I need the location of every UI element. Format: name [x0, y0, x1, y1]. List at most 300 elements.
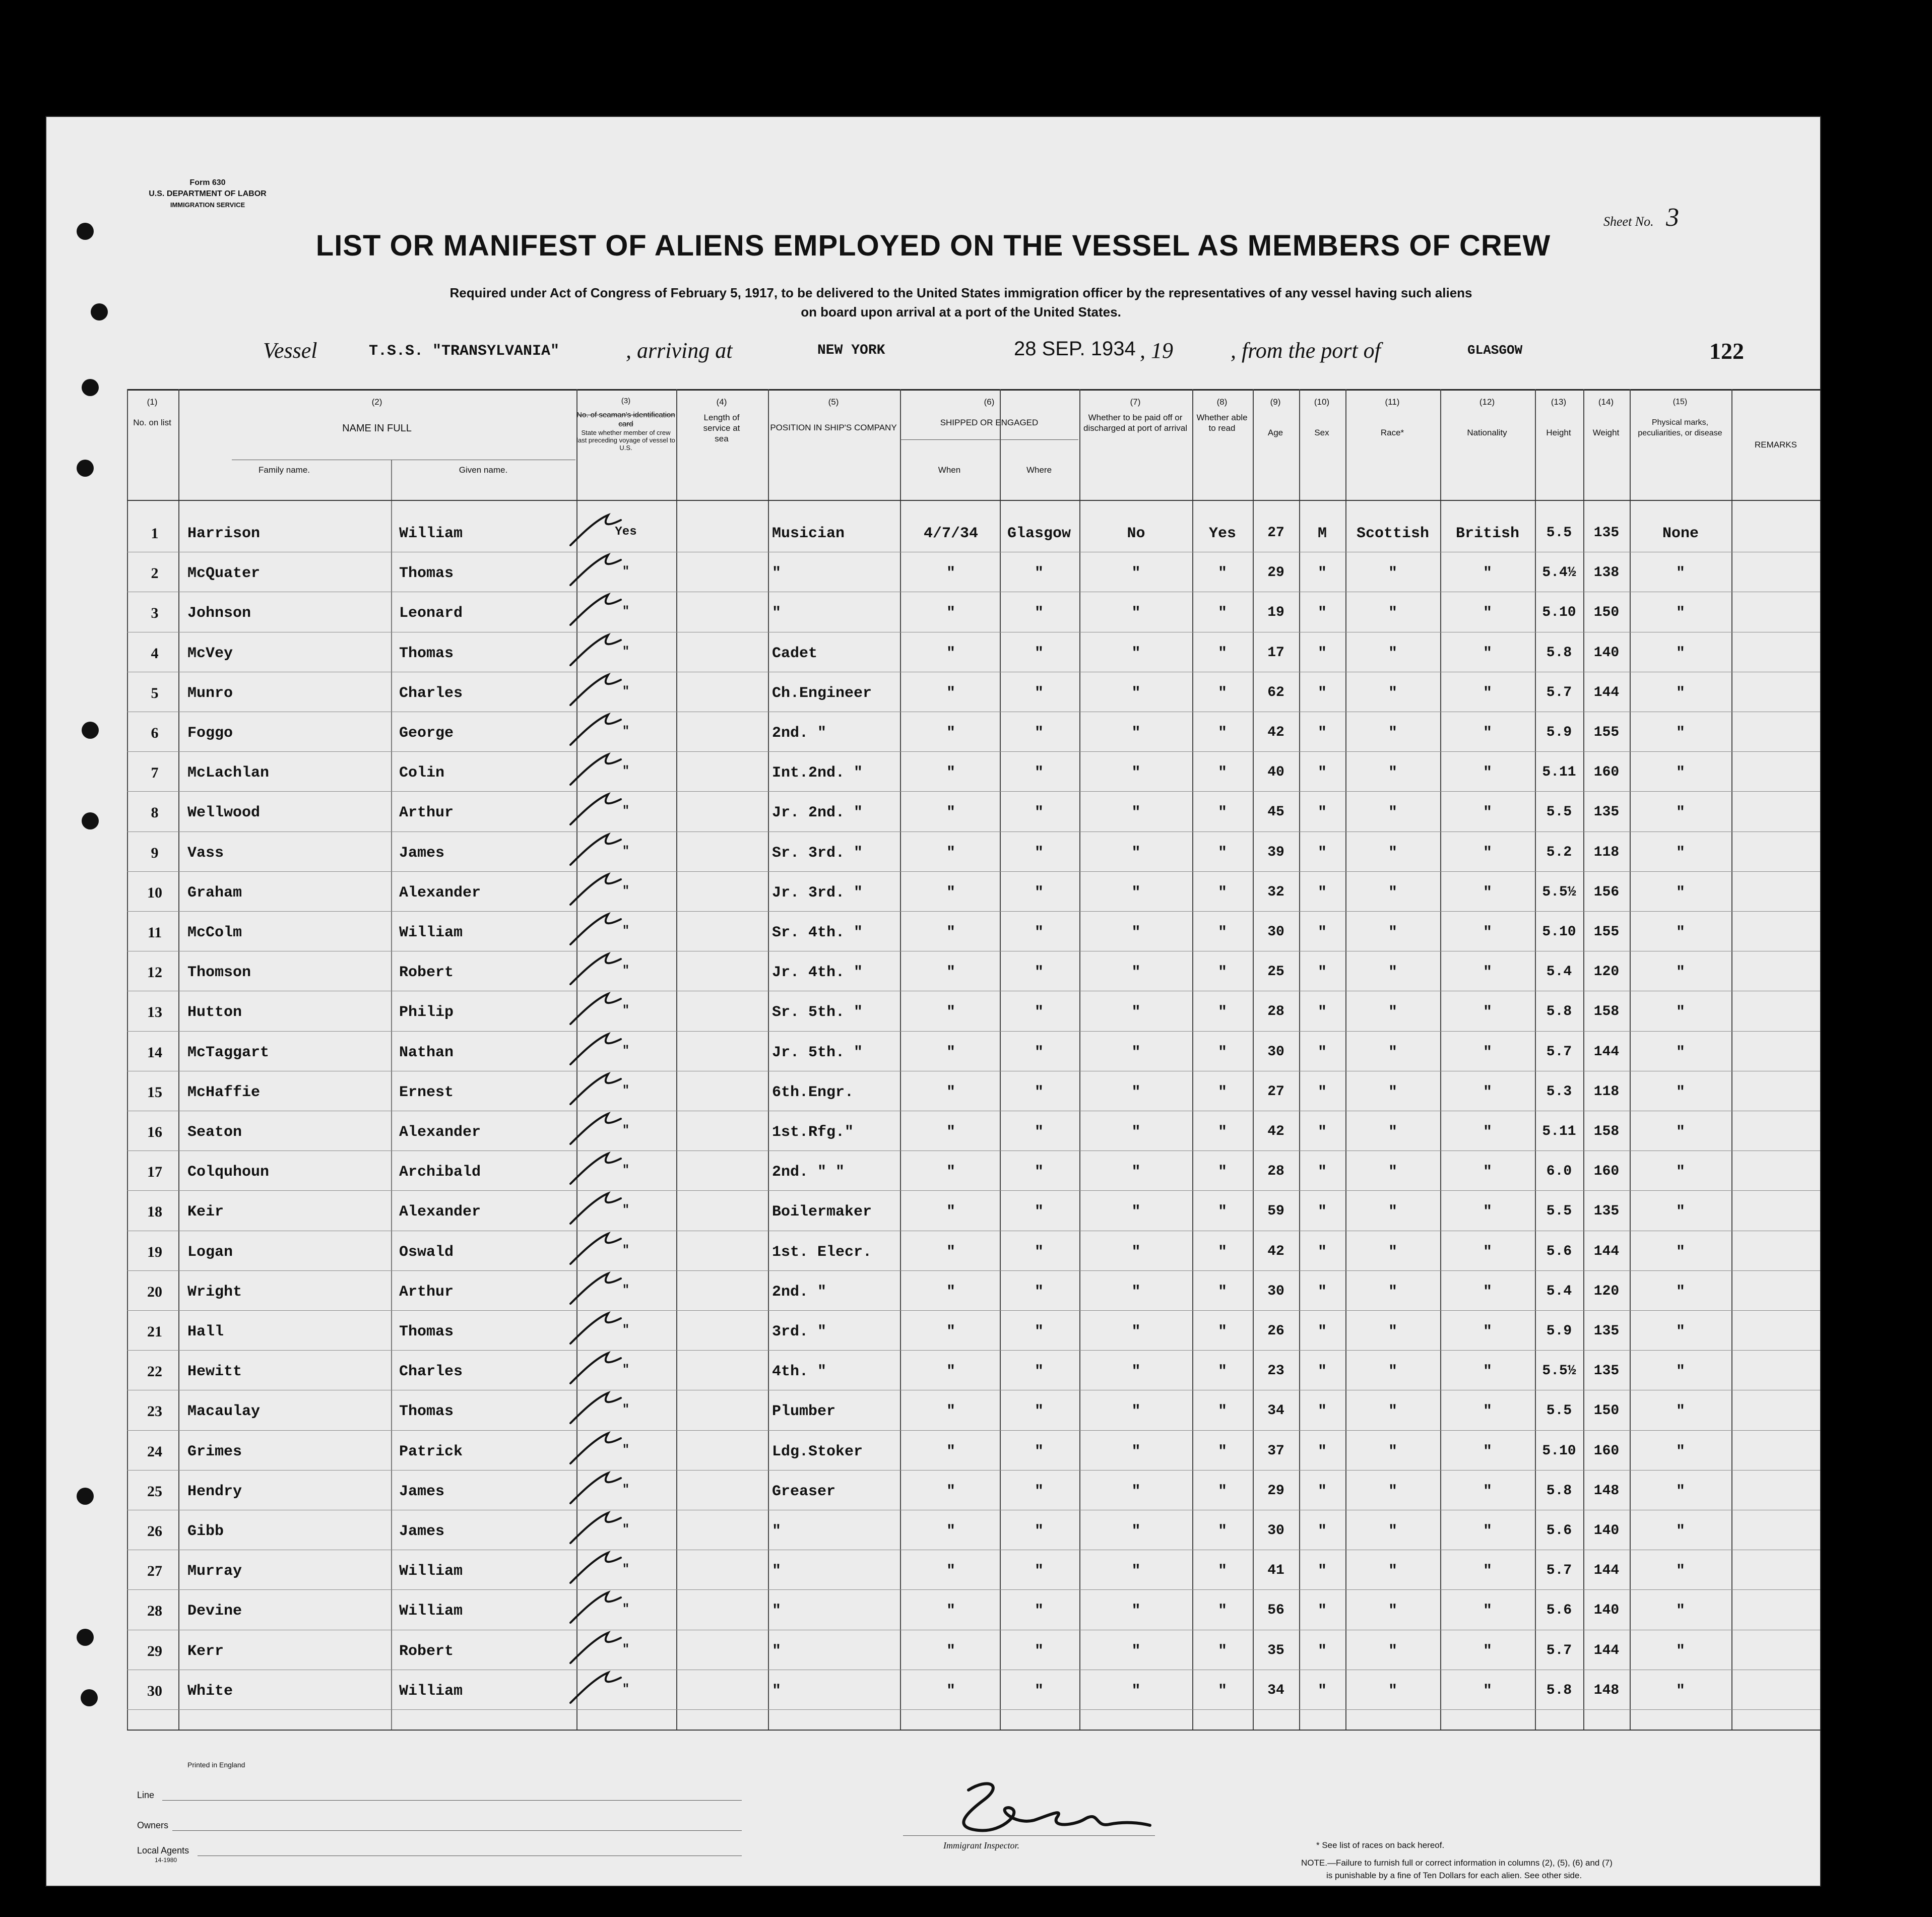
family-name-cell: Gibb	[187, 1523, 224, 1540]
physical-marks-cell: "	[1676, 844, 1685, 862]
column-divider	[1000, 439, 1001, 1730]
vessel-label: Vessel	[263, 338, 317, 363]
prior-voyage-cell: "	[622, 1603, 630, 1617]
family-name-cell: McLachlan	[187, 764, 270, 782]
paid-off-cell: "	[1131, 1682, 1141, 1700]
physical-marks-cell: "	[1676, 1083, 1685, 1101]
height-cell: 5.5	[1546, 1203, 1572, 1220]
nationality-cell: "	[1483, 1323, 1492, 1340]
sex-cell: "	[1317, 1523, 1327, 1540]
check-mark	[560, 1423, 671, 1468]
height-cell: 5.7	[1546, 1044, 1572, 1060]
paid-off-cell: "	[1131, 1243, 1141, 1261]
col10-num: (10)	[1314, 397, 1330, 407]
given-name-cell: William	[399, 1563, 463, 1580]
position-cell: 3rd. "	[772, 1323, 827, 1340]
able-to-read-cell: "	[1217, 1483, 1227, 1500]
age-cell: 25	[1267, 964, 1284, 980]
col4-num: (4)	[716, 397, 727, 407]
given-name-cell: Charles	[399, 684, 463, 702]
height-cell: 5.7	[1546, 1563, 1572, 1579]
given-name-cell: Oswald	[399, 1243, 454, 1261]
age-cell: 26	[1267, 1323, 1284, 1339]
prior-voyage-cell: "	[622, 645, 630, 659]
family-name-cell: Keir	[187, 1203, 224, 1221]
age-cell: 59	[1267, 1203, 1284, 1220]
check-mark	[560, 984, 671, 1029]
from-label: , from the port of	[1231, 338, 1381, 363]
paid-off-cell: "	[1131, 884, 1141, 902]
physical-marks-cell: "	[1676, 884, 1685, 902]
col3-num: (3)	[621, 397, 631, 405]
given-name-cell: William	[399, 1603, 463, 1620]
paid-off-cell: "	[1131, 1642, 1141, 1660]
shipped-where-cell: "	[1034, 1443, 1044, 1460]
prior-voyage-cell: "	[622, 684, 630, 698]
row-number: 5	[151, 684, 159, 701]
sheet-label: Sheet No.	[1603, 214, 1654, 229]
family-name-cell: Graham	[187, 884, 242, 902]
check-mark	[560, 1582, 671, 1628]
prior-voyage-cell: "	[622, 964, 630, 978]
given-name-cell: Robert	[399, 1642, 454, 1660]
paid-off-cell: "	[1131, 764, 1141, 782]
age-cell: 42	[1267, 725, 1284, 740]
able-to-read-cell: "	[1217, 764, 1227, 782]
weight-cell: 140	[1593, 645, 1620, 661]
column-divider	[391, 460, 392, 1730]
sheet-number: 3	[1666, 203, 1680, 232]
family-name-cell: Logan	[187, 1243, 233, 1261]
shipped-when-cell: "	[946, 924, 955, 941]
given-name-cell: Alexander	[399, 884, 481, 902]
shipped-when-cell: "	[946, 804, 955, 822]
shipped-when-cell: "	[946, 1044, 955, 1061]
height-cell: 5.4	[1546, 964, 1572, 980]
given-name-cell: Ernest	[399, 1083, 454, 1101]
physical-marks-cell: "	[1676, 1483, 1685, 1500]
able-to-read-cell: "	[1217, 964, 1227, 982]
sex-cell: "	[1317, 1483, 1327, 1500]
sex-cell: "	[1317, 1044, 1327, 1061]
punch-hole	[91, 303, 108, 321]
col8-num: (8)	[1216, 397, 1228, 407]
height-cell: 5.4	[1546, 1283, 1572, 1299]
punch-hole	[77, 1488, 94, 1505]
fine-note-1: NOTE.—Failure to furnish full or correct information in columns (2), (5), (6) and (7)	[1301, 1858, 1613, 1868]
paid-off-cell: "	[1131, 1164, 1141, 1181]
shipped-where-cell: "	[1034, 964, 1044, 982]
given-name-cell: James	[399, 844, 445, 862]
age-cell: 28	[1267, 1164, 1284, 1180]
shipped-when-cell: "	[946, 684, 955, 702]
physical-marks-cell: "	[1676, 725, 1685, 742]
col-marks-header	[1630, 397, 1730, 438]
shipped-where-cell: "	[1034, 1243, 1044, 1261]
nationality-cell: "	[1483, 725, 1492, 742]
nationality-cell: "	[1483, 964, 1492, 982]
physical-marks-cell: "	[1676, 1403, 1685, 1421]
weight-cell: 140	[1593, 1523, 1620, 1539]
able-to-read-cell: "	[1217, 884, 1227, 902]
sex-cell: "	[1317, 1323, 1327, 1340]
family-name-cell: Seaton	[187, 1124, 242, 1141]
weight-cell: 140	[1593, 1603, 1620, 1619]
arrival-date: 28 SEP. 1934	[1014, 338, 1136, 360]
nationality-cell: "	[1483, 1403, 1492, 1421]
shipped-subrule	[900, 439, 1078, 440]
shipped-where-cell: "	[1034, 1483, 1044, 1500]
able-to-read-cell: "	[1217, 1083, 1227, 1101]
col4-label: Length of service at sea	[703, 413, 740, 443]
row-number: 23	[147, 1403, 162, 1420]
sex-cell: "	[1317, 804, 1327, 822]
check-mark	[560, 1463, 671, 1508]
check-mark	[560, 1383, 671, 1428]
shipped-when-cell: "	[946, 964, 955, 982]
given-name-cell: Alexander	[399, 1124, 481, 1141]
height-cell: 5.10	[1542, 1443, 1576, 1459]
race-cell: "	[1388, 565, 1397, 583]
family-name-cell: Wellwood	[187, 804, 261, 822]
paid-off-cell: "	[1131, 1203, 1141, 1221]
shipped-where-cell: "	[1034, 1083, 1044, 1101]
age-cell: 62	[1267, 684, 1284, 700]
row-number: 11	[147, 924, 162, 941]
height-cell: 5.7	[1546, 1642, 1572, 1658]
given-name-cell: James	[399, 1483, 445, 1500]
family-name-cell: Murray	[187, 1563, 242, 1580]
col-height-header	[1535, 397, 1582, 438]
shipped-where-cell: "	[1034, 1603, 1044, 1620]
sex-cell: "	[1317, 844, 1327, 862]
race-cell: "	[1388, 884, 1397, 902]
age-cell: 41	[1267, 1563, 1284, 1579]
given-name-cell: Alexander	[399, 1203, 481, 1221]
nationality-cell: "	[1483, 1443, 1492, 1460]
arrival-port: NEW YORK	[817, 343, 885, 358]
row-number: 7	[151, 764, 159, 782]
given-name-cell: Arthur	[399, 1283, 454, 1301]
shipped-where-cell: "	[1034, 924, 1044, 941]
able-to-read-cell: "	[1217, 1443, 1227, 1460]
shipped-where-cell: "	[1034, 1642, 1044, 1660]
sex-cell: "	[1317, 1243, 1327, 1261]
punch-hole	[77, 1629, 94, 1646]
col-name-header	[178, 397, 575, 434]
sex-cell: "	[1317, 1124, 1327, 1141]
shipped-where-cell: "	[1034, 804, 1044, 822]
shipped-when-cell: "	[946, 605, 955, 622]
check-mark	[560, 864, 671, 910]
age-cell: 17	[1267, 645, 1284, 661]
row-number: 2	[151, 565, 159, 582]
weight-cell: 158	[1593, 1124, 1620, 1139]
sex-cell: "	[1317, 1642, 1327, 1660]
position-cell: 6th.Engr.	[772, 1083, 854, 1101]
race-cell: "	[1388, 1283, 1397, 1301]
weight-cell: 155	[1593, 924, 1620, 940]
race-cell: "	[1388, 684, 1397, 702]
row-number: 1	[151, 525, 159, 542]
column-divider	[1731, 389, 1732, 1730]
row-number: 4	[151, 645, 159, 662]
race-cell: "	[1388, 964, 1397, 982]
row-rule	[127, 1589, 1820, 1590]
weight-cell: 150	[1593, 605, 1620, 621]
race-cell: "	[1388, 1083, 1397, 1101]
position-cell: Ch.Engineer	[772, 684, 872, 702]
check-mark	[560, 1623, 671, 1668]
paid-off-cell: "	[1131, 804, 1141, 822]
check-mark	[560, 545, 671, 590]
manifest-sheet	[45, 116, 1821, 1887]
row-number: 3	[151, 605, 159, 622]
family-name-cell: Devine	[187, 1603, 242, 1620]
race-cell: "	[1388, 725, 1397, 742]
shipped-where-cell: "	[1034, 1403, 1044, 1421]
race-cell: Scottish	[1356, 525, 1430, 542]
position-cell: 2nd. "	[772, 1283, 827, 1301]
prior-voyage-cell: "	[622, 1323, 630, 1337]
shipped-when-cell: "	[946, 1164, 955, 1181]
shipped-when-cell: "	[946, 1124, 955, 1141]
height-cell: 5.7	[1546, 684, 1572, 700]
shipped-where-cell: "	[1034, 645, 1044, 662]
prior-voyage-cell: Yes	[615, 525, 637, 539]
shipped-where-cell: "	[1034, 1682, 1044, 1700]
col-position-header	[768, 397, 899, 433]
position-cell: "	[772, 1682, 782, 1700]
shipped-when-cell: "	[946, 1443, 955, 1460]
nationality-cell: "	[1483, 1283, 1492, 1301]
subtitle-line-2: on board upon arrival at a port of the United States.	[801, 304, 1121, 320]
given-name-cell: Thomas	[399, 565, 454, 583]
family-name-cell: McQuater	[187, 565, 261, 583]
prior-voyage-cell: "	[622, 764, 630, 779]
vessel-name: T.S.S. "TRANSYLVANIA"	[369, 343, 560, 360]
position-cell: Plumber	[772, 1403, 836, 1421]
prior-voyage-cell: "	[622, 1363, 630, 1377]
position-cell: Jr. 5th. "	[772, 1044, 863, 1061]
header-top-rule	[127, 389, 1820, 391]
table-bottom-rule	[127, 1730, 1820, 1731]
family-name-cell: Grimes	[187, 1443, 242, 1460]
race-cell: "	[1388, 1203, 1397, 1221]
sex-cell: "	[1317, 924, 1327, 941]
row-number: 27	[147, 1563, 162, 1580]
prior-voyage-cell: "	[622, 1243, 630, 1257]
physical-marks-cell: "	[1676, 1164, 1685, 1181]
shipped-when-cell: "	[946, 565, 955, 583]
nationality-cell: "	[1483, 804, 1492, 822]
nationality-cell: "	[1483, 1004, 1492, 1021]
paid-off-cell: "	[1131, 1283, 1141, 1301]
row-number: 15	[147, 1083, 162, 1101]
position-cell: "	[772, 1642, 782, 1660]
race-note: * See list of races on back hereof.	[1316, 1840, 1445, 1850]
prior-voyage-cell: "	[622, 1483, 630, 1497]
paid-off-cell: "	[1131, 1044, 1141, 1061]
sex-cell: "	[1317, 1004, 1327, 1021]
row-number: 30	[147, 1682, 162, 1699]
col14-num: (14)	[1598, 397, 1614, 407]
column-divider	[768, 389, 769, 1730]
department: U.S. DEPARTMENT OF LABOR	[149, 189, 267, 198]
physical-marks-cell: "	[1676, 605, 1685, 622]
nationality-cell: "	[1483, 1044, 1492, 1061]
height-cell: 5.8	[1546, 1004, 1572, 1020]
check-mark	[560, 1543, 671, 1588]
prior-voyage-cell: "	[622, 924, 630, 938]
age-cell: 27	[1267, 1083, 1284, 1100]
col-card-header	[576, 397, 675, 452]
col7-label: Whether to be paid off or discharged at port of arrival	[1083, 413, 1187, 433]
col3-label-b: State whether member of crew last preceding voyage of vessel to U.S.	[576, 429, 675, 452]
weight-cell: 118	[1593, 844, 1620, 860]
weight-cell: 118	[1593, 1083, 1620, 1100]
given-name-cell: Leonard	[399, 605, 463, 622]
prior-voyage-cell: "	[622, 725, 630, 738]
family-name-cell: White	[187, 1682, 233, 1700]
position-cell: 1st.Rfg."	[772, 1124, 854, 1141]
age-cell: 42	[1267, 1243, 1284, 1259]
age-cell: 19	[1267, 605, 1284, 621]
col1-num: (1)	[147, 397, 158, 407]
arriving-label: , arriving at	[626, 338, 733, 363]
weight-cell: 150	[1593, 1403, 1620, 1419]
physical-marks-cell: "	[1676, 1004, 1685, 1021]
header-bottom-rule	[127, 500, 1820, 501]
physical-marks-cell: None	[1662, 525, 1699, 542]
sex-cell: "	[1317, 764, 1327, 782]
race-cell: "	[1388, 1443, 1397, 1460]
age-cell: 42	[1267, 1124, 1284, 1139]
family-name-cell: McTaggart	[187, 1044, 270, 1061]
age-cell: 56	[1267, 1603, 1284, 1619]
height-cell: 5.6	[1546, 1243, 1572, 1259]
printed-note: Printed in England	[187, 1761, 245, 1769]
able-to-read-cell: "	[1217, 1563, 1227, 1580]
row-number: 12	[147, 964, 162, 981]
physical-marks-cell: "	[1676, 1682, 1685, 1700]
column-divider	[900, 389, 901, 1730]
punch-hole	[82, 379, 99, 396]
family-name-cell: Wright	[187, 1283, 242, 1301]
physical-marks-cell: "	[1676, 1443, 1685, 1460]
shipped-when-cell: 4/7/34	[923, 525, 979, 542]
family-name-cell: Thomson	[187, 964, 251, 982]
shipped-where-cell: "	[1034, 1523, 1044, 1540]
col3-label-a: No. of seaman's identification card	[576, 411, 675, 428]
given-name-cell: George	[399, 725, 454, 742]
paid-off-cell: "	[1131, 1483, 1141, 1500]
col15-label: Physical marks, peculiarities, or disease	[1638, 418, 1722, 437]
prior-voyage-cell: "	[622, 1403, 630, 1417]
age-cell: 34	[1267, 1403, 1284, 1419]
height-cell: 5.8	[1546, 645, 1572, 661]
family-name-cell: McColm	[187, 924, 242, 941]
age-cell: 37	[1267, 1443, 1284, 1459]
family-name-cell: Harrison	[187, 525, 261, 542]
physical-marks-cell: "	[1676, 1323, 1685, 1340]
paid-off-cell: "	[1131, 565, 1141, 583]
able-to-read-cell: "	[1217, 1323, 1227, 1340]
family-name-cell: McHaffie	[187, 1083, 261, 1101]
family-name-cell: Johnson	[187, 605, 251, 622]
check-mark	[560, 1663, 671, 1708]
paid-off-cell: "	[1131, 1443, 1141, 1460]
given-name-cell: William	[399, 1682, 463, 1700]
row-rule	[127, 1470, 1820, 1471]
shipped-where-cell: "	[1034, 1363, 1044, 1381]
position-cell: Jr. 2nd. "	[772, 804, 863, 822]
column-divider	[676, 389, 677, 1730]
row-number: 16	[147, 1124, 162, 1140]
nationality-cell: "	[1483, 1682, 1492, 1700]
height-cell: 5.5	[1546, 804, 1572, 820]
check-mark	[560, 1143, 671, 1189]
col-read-header	[1192, 397, 1252, 433]
shipped-where-cell: "	[1034, 1283, 1044, 1301]
prior-voyage-cell: "	[622, 1044, 630, 1058]
row-number: 6	[151, 725, 159, 741]
inspector-rule	[903, 1835, 1155, 1836]
weight-cell: 160	[1593, 764, 1620, 781]
row-number: 14	[147, 1044, 162, 1061]
paid-off-cell: "	[1131, 1563, 1141, 1580]
able-to-read-cell: "	[1217, 1164, 1227, 1181]
shipped-when-cell: "	[946, 844, 955, 862]
weight-cell: 148	[1593, 1682, 1620, 1698]
col15-num: (15)	[1672, 398, 1688, 406]
sex-cell: "	[1317, 964, 1327, 982]
position-cell: Ldg.Stoker	[772, 1443, 863, 1460]
age-cell: 27	[1267, 525, 1284, 541]
able-to-read-cell: "	[1217, 1642, 1227, 1660]
family-name-cell: Vass	[187, 844, 224, 862]
paid-off-cell: "	[1131, 1323, 1141, 1340]
position-cell: 4th. "	[772, 1363, 827, 1381]
col-family-name-header: Family name.	[258, 465, 310, 475]
col12-num: (12)	[1479, 397, 1495, 407]
weight-cell: 135	[1593, 1323, 1620, 1339]
height-cell: 5.3	[1546, 1083, 1572, 1100]
col-age-header	[1253, 397, 1298, 438]
shipped-where-cell: "	[1034, 764, 1044, 782]
prior-voyage-cell: "	[622, 1563, 630, 1577]
given-name-cell: Colin	[399, 764, 445, 782]
shipped-where-cell: "	[1034, 1124, 1044, 1141]
prior-voyage-cell: "	[622, 1083, 630, 1098]
race-cell: "	[1388, 1603, 1397, 1620]
nationality-cell: "	[1483, 924, 1492, 941]
shipped-when-cell: "	[946, 1563, 955, 1580]
physical-marks-cell: "	[1676, 1203, 1685, 1221]
able-to-read-cell: "	[1217, 1523, 1227, 1540]
height-cell: 5.10	[1542, 605, 1576, 621]
given-name-cell: Patrick	[399, 1443, 463, 1460]
check-mark	[560, 705, 671, 750]
sex-cell: "	[1317, 1443, 1327, 1460]
shipped-when-cell: "	[946, 1363, 955, 1381]
height-cell: 5.8	[1546, 1682, 1572, 1698]
nationality-cell: "	[1483, 1523, 1492, 1540]
row-rule	[127, 911, 1820, 912]
year-label: , 19	[1140, 338, 1173, 363]
sex-cell: "	[1317, 1203, 1327, 1221]
family-name-cell: Munro	[187, 684, 233, 702]
